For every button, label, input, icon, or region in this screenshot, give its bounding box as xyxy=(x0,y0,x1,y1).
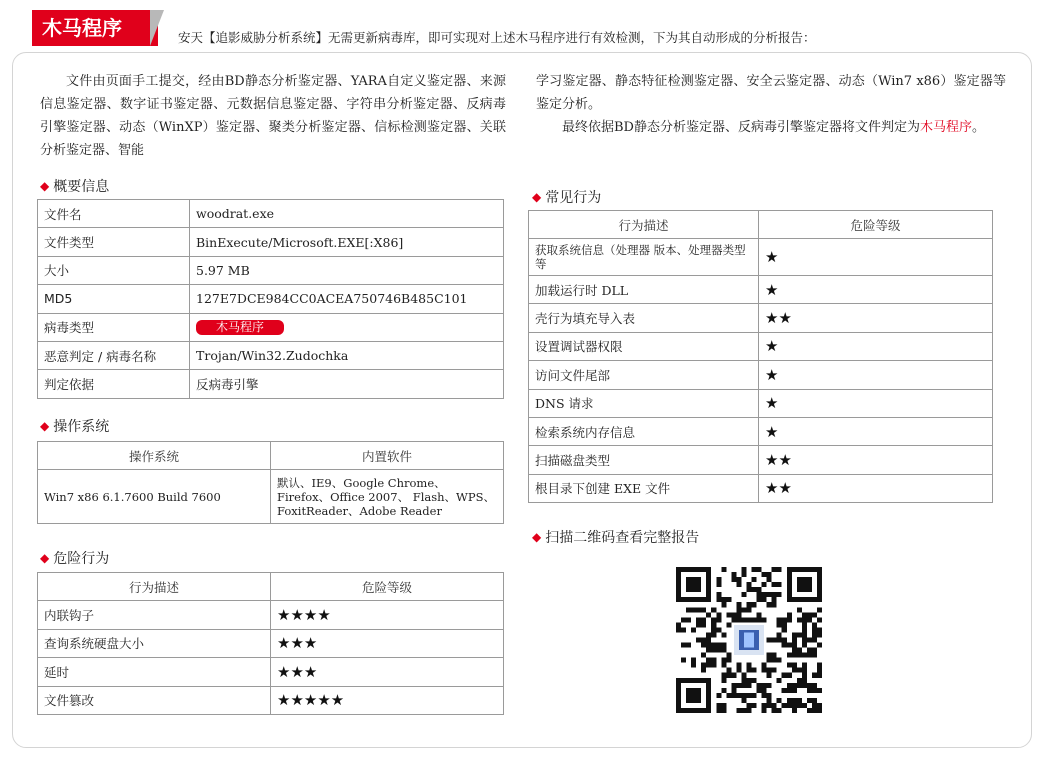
overview-row xyxy=(38,228,504,256)
overview-label: 病毒类型 xyxy=(38,313,190,341)
category-tab: 木马程序 xyxy=(32,10,158,46)
overview-value: 127E7DCE984CC0ACEA750746B485C101 xyxy=(190,285,504,313)
common-level: ★ xyxy=(759,239,993,276)
common-level: ★ xyxy=(759,389,993,417)
overview-label: 大小 xyxy=(38,256,190,284)
overview-value: 反病毒引擎 xyxy=(190,370,504,398)
common-heading xyxy=(532,187,601,207)
common-level-header: 危险等级 xyxy=(759,211,993,239)
diamond-icon: ◆ xyxy=(532,530,542,544)
overview-label: MD5 xyxy=(38,285,190,313)
overview-label: 文件名 xyxy=(38,200,190,228)
summary-paragraph-1-cont: 学习鉴定器、静态特征检测鉴定器、安全云鉴定器、动态（Win7 x86）鉴定器等鉴定分析。 xyxy=(536,74,1006,112)
software-value: 默认、IE9、Google Chrome、Firefox、Office 2007、 Flash、WPS、FoxitReader、Adobe Reader xyxy=(271,470,504,524)
common-level: ★★ xyxy=(759,446,993,474)
common-desc: 壳行为填充导入表 xyxy=(529,304,759,332)
overview-row xyxy=(38,256,504,284)
summary-paragraph-2 xyxy=(536,116,1006,139)
diamond-icon: ◆ xyxy=(40,551,50,565)
overview-label: 判定依据 xyxy=(38,370,190,398)
common-row xyxy=(529,304,993,332)
intro-text: 安天【追影威胁分析系统】无需更新病毒库，即可实现对上述木马程序进行有效检测，下为其自动形成的分析报告： xyxy=(178,30,816,45)
danger-desc: 查询系统硬盘大小 xyxy=(38,629,271,658)
os-col-header: 操作系统 xyxy=(38,442,271,470)
common-row xyxy=(529,361,993,389)
overview-title: 概要信息 xyxy=(53,179,110,195)
qr-heading xyxy=(532,527,699,547)
common-level: ★ xyxy=(759,417,993,445)
qr-code-image[interactable] xyxy=(676,567,822,713)
danger-table xyxy=(37,572,504,715)
overview-row xyxy=(38,200,504,228)
danger-row xyxy=(38,658,504,687)
overview-row xyxy=(38,285,504,313)
common-desc: 访问文件尾部 xyxy=(529,361,759,389)
danger-level: ★★★★ xyxy=(271,601,504,630)
os-value: Win7 x86 6.1.7600 Build 7600 xyxy=(38,470,271,524)
overview-value: woodrat.exe xyxy=(190,200,504,228)
danger-desc-header: 行为描述 xyxy=(38,573,271,601)
verdict-text: 最终依据BD静态分析鉴定器、反病毒引擎鉴定器将文件判定为 xyxy=(562,120,920,135)
common-title: 常见行为 xyxy=(545,190,602,206)
danger-row xyxy=(38,629,504,658)
qr-title: 扫描二维码查看完整报告 xyxy=(545,530,700,546)
overview-value: 5.97 MB xyxy=(190,256,504,284)
common-row xyxy=(529,239,993,276)
common-row xyxy=(529,332,993,360)
verdict-highlight: 木马程序 xyxy=(919,120,972,135)
common-table xyxy=(528,210,993,503)
overview-row xyxy=(38,341,504,369)
common-desc: 检索系统内存信息 xyxy=(529,417,759,445)
tab-shadow xyxy=(150,10,164,46)
common-level: ★ xyxy=(759,276,993,304)
overview-heading xyxy=(40,176,109,196)
summary-left xyxy=(40,70,506,164)
common-row xyxy=(529,276,993,304)
danger-desc: 文件篡改 xyxy=(38,686,271,715)
overview-row xyxy=(38,313,504,341)
danger-heading xyxy=(40,548,109,568)
common-row xyxy=(529,474,993,502)
common-level: ★ xyxy=(759,332,993,360)
common-desc: 获取系统信息（处理器 版本、处理器类型等 xyxy=(529,239,759,276)
os-title: 操作系统 xyxy=(53,419,110,435)
os-table xyxy=(37,441,504,524)
overview-row xyxy=(38,370,504,398)
danger-level: ★★★★★ xyxy=(271,686,504,715)
common-desc: 加载运行时 DLL xyxy=(529,276,759,304)
danger-row xyxy=(38,686,504,715)
overview-label: 恶意判定 / 病毒名称 xyxy=(38,341,190,369)
danger-desc: 内联钩子 xyxy=(38,601,271,630)
overview-table xyxy=(37,199,504,399)
danger-title: 危险行为 xyxy=(53,551,110,567)
common-desc-header: 行为描述 xyxy=(529,211,759,239)
overview-value: Trojan/Win32.Zudochka xyxy=(190,341,504,369)
danger-row xyxy=(38,601,504,630)
common-desc: 根目录下创建 EXE 文件 xyxy=(529,474,759,502)
danger-desc: 延时 xyxy=(38,658,271,687)
overview-value: BinExecute/Microsoft.EXE[:X86] xyxy=(190,228,504,256)
diamond-icon: ◆ xyxy=(532,190,542,204)
common-level: ★ xyxy=(759,361,993,389)
virus-type-badge: 木马程序 xyxy=(196,320,284,335)
common-row xyxy=(529,417,993,445)
danger-level-header: 危险等级 xyxy=(271,573,504,601)
danger-level: ★★★ xyxy=(271,658,504,687)
diamond-icon: ◆ xyxy=(40,179,50,193)
danger-level: ★★★ xyxy=(271,629,504,658)
common-row xyxy=(529,389,993,417)
os-heading xyxy=(40,416,109,436)
verdict-suffix: 。 xyxy=(972,120,986,135)
summary-paragraph-1: 文件由页面手工提交，经由BD静态分析鉴定器、YARA自定义鉴定器、来源信息鉴定器、数字证书鉴定器、元数据信息鉴定器、字符串分析鉴定器、反病毒引擎鉴定器、动态（WinXP）鉴定器、聚类分析鉴定器、信标检测鉴定器、关联分析鉴定器、智能 xyxy=(40,74,506,158)
diamond-icon: ◆ xyxy=(40,419,50,433)
overview-label: 文件类型 xyxy=(38,228,190,256)
common-level: ★★ xyxy=(759,474,993,502)
software-col-header: 内置软件 xyxy=(271,442,504,470)
common-desc: 设置调试器权限 xyxy=(529,332,759,360)
common-level: ★★ xyxy=(759,304,993,332)
overview-value xyxy=(190,313,504,341)
summary-right xyxy=(536,70,1006,139)
common-desc: 扫描磁盘类型 xyxy=(529,446,759,474)
common-desc: DNS 请求 xyxy=(529,389,759,417)
common-row xyxy=(529,446,993,474)
